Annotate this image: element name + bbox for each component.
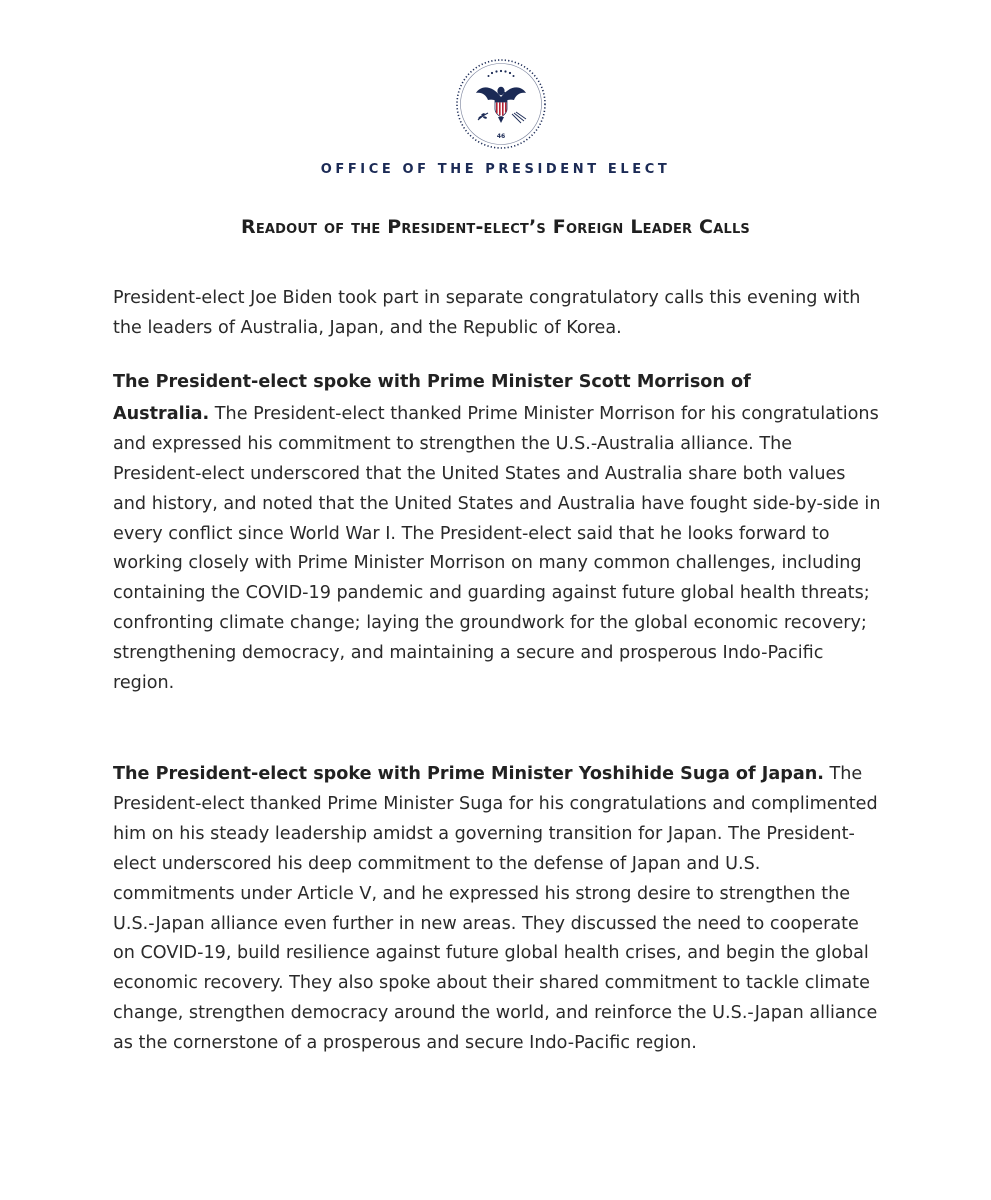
office-heading: OFFICE OF THE PRESIDENT ELECT [320,162,671,177]
presidential-seal-icon [454,57,548,151]
australia-lead-line2: Australia. [113,403,210,424]
intro-paragraph: President-elect Joe Biden took part in separate congratulatory calls this evening with the leaders of Australia, Japan, and the Republic of Korea. [113,288,861,338]
japan-lead: The President-elect spoke with Prime Minister Yoshihide Suga of Japan. [113,764,824,784]
australia-paragraph [113,368,883,699]
seal-number: 46 [496,133,506,140]
japan-paragraph [113,760,883,1059]
australia-body: The President-elect thanked Prime Minister Morrison for his congratulations and expressed his commitment to strengthen the U.S.-Australia alliance. The President-elect underscored that the United States and Australia share both values and history, and noted that the United States and Australia have fought side-by-side in every conflict since World War I. The President-elect said that he looks forward to working closely with Prime Minister Morrison on many common challenges, including containing the COVID-19 pandemic and guarding against future global health threats; confronting climate change; laying the groundwork for the global economic recovery; strengthening democracy, and maintaining a secure and prosperous Indo-Pacific region. [113,403,881,694]
page-title: Readout of the President-elect’s Foreign Leader Calls [240,216,750,238]
australia-lead-line1: The President-elect spoke with Prime Minister Scott Morrison of [113,372,751,392]
japan-body: The President-elect thanked Prime Minister Suga for his congratulations and complimented him on his steady leadership amidst a governing transition for Japan. The President-elect underscored his deep commitment to the defense of Japan and U.S. commitments under Article V, and he expressed his strong desire to strengthen the U.S.-Japan alliance even further in new areas. They discussed the need to cooperate on COVID-19, build resilience against future global health crises, and begin the global economic recovery. They also spoke about their shared commitment to tackle climate change, strengthen democracy around the world, and reinforce the U.S.-Japan alliance as the cornerstone of a prosperous and secure Indo-Pacific region. [113,764,878,1054]
